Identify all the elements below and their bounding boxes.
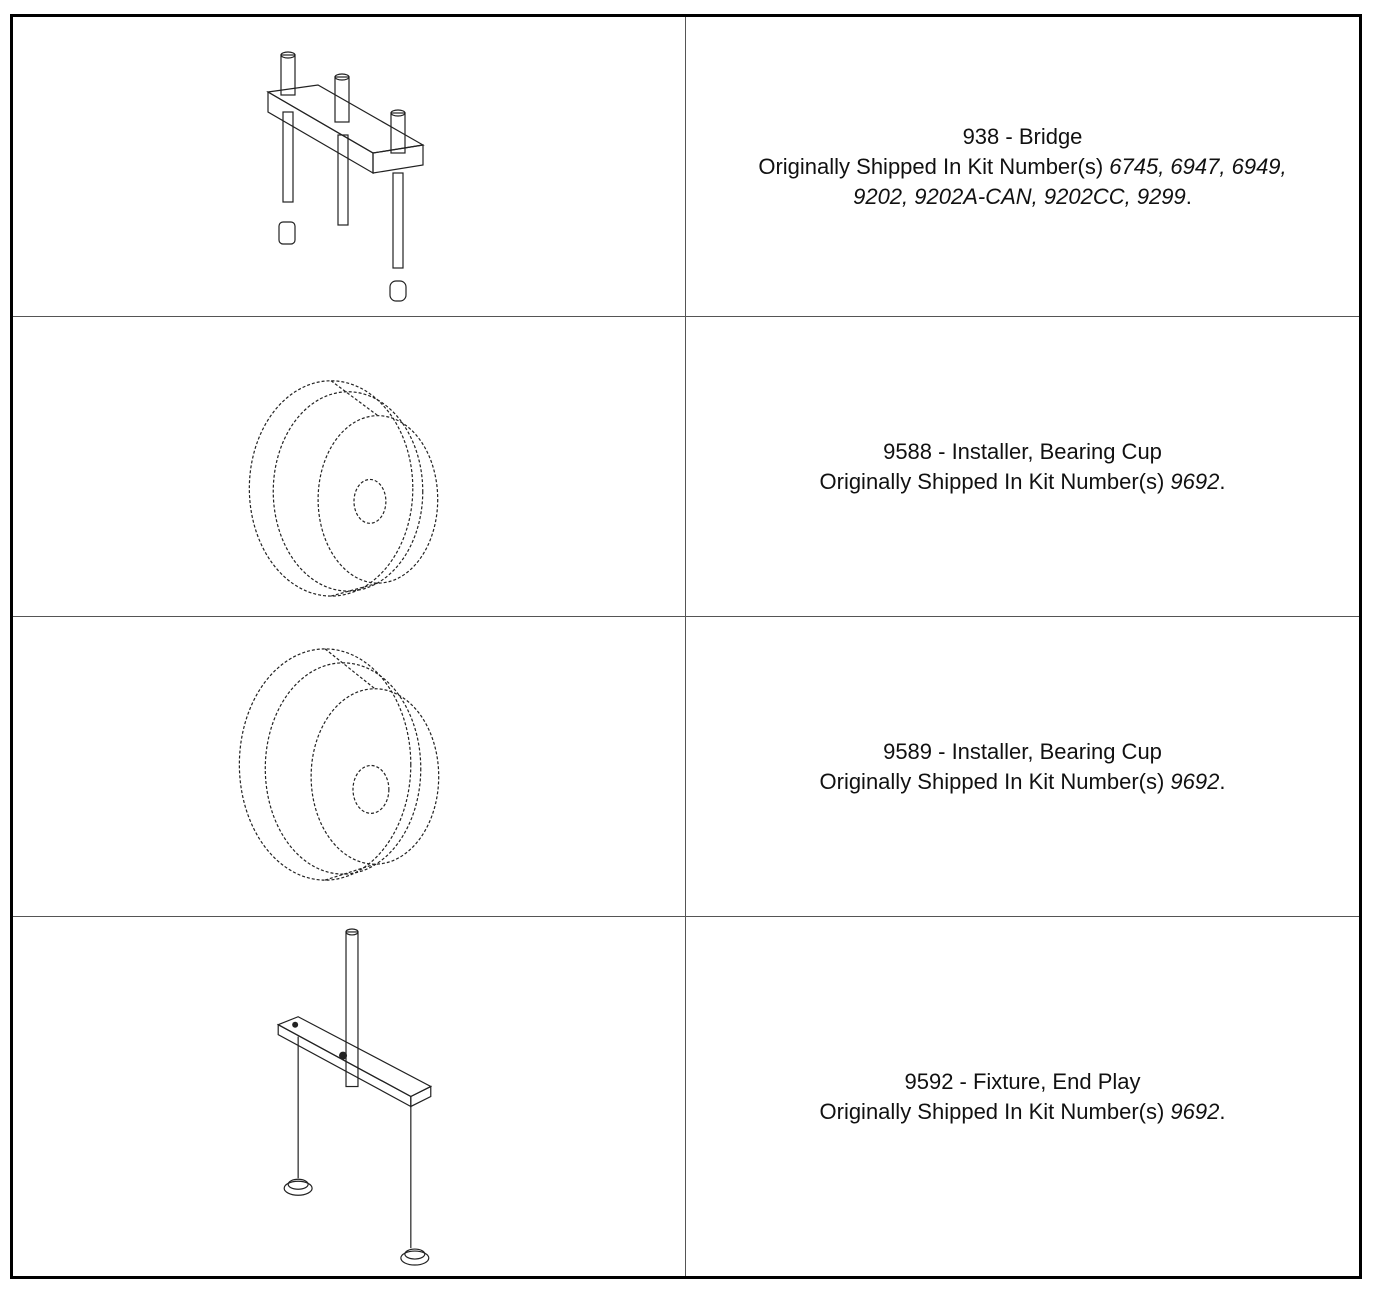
image-cell <box>13 317 686 616</box>
description-cell <box>686 617 1359 916</box>
period: . <box>1185 183 1192 209</box>
bearing-cup-installer-drawing-icon <box>13 617 686 916</box>
shipped-in-label: Originally Shipped In Kit Number(s) <box>819 1098 1171 1124</box>
part-title: 9592 - Fixture, End Play <box>904 1068 1141 1094</box>
image-cell <box>13 917 686 1276</box>
kit-numbers: 9692 <box>1170 768 1220 794</box>
shipped-in-line <box>820 767 1226 797</box>
kit-numbers-continued <box>853 182 1192 212</box>
shipped-in-label: Originally Shipped In Kit Number(s) <box>819 768 1171 794</box>
shipped-in-line <box>758 152 1286 182</box>
image-cell <box>13 17 686 316</box>
bridge-tool-drawing-icon <box>13 17 686 316</box>
shipped-in-label: Originally Shipped In Kit Number(s) <box>819 468 1171 494</box>
table-row <box>13 316 1359 616</box>
part-title: 9588 - Installer, Bearing Cup <box>883 438 1162 464</box>
kit-numbers: 9692 <box>1170 1098 1220 1124</box>
description-cell <box>686 17 1359 316</box>
parts-table <box>10 14 1362 1279</box>
kit-numbers: 9692 <box>1170 468 1220 494</box>
shipped-in-label: Originally Shipped In Kit Number(s) <box>758 153 1110 179</box>
period: . <box>1219 1098 1226 1124</box>
shipped-in-line <box>820 1097 1226 1127</box>
period: . <box>1219 768 1226 794</box>
kit-numbers: 9202, 9202A-CAN, 9202CC, 9299 <box>853 183 1186 209</box>
part-title: 9589 - Installer, Bearing Cup <box>883 738 1162 764</box>
table-row <box>13 616 1359 916</box>
table-row <box>13 916 1359 1276</box>
shipped-in-line <box>820 467 1226 497</box>
description-cell <box>686 317 1359 616</box>
description-cell <box>686 917 1359 1276</box>
end-play-fixture-drawing-icon <box>13 917 686 1276</box>
bearing-cup-installer-drawing-icon <box>13 317 686 616</box>
image-cell <box>13 617 686 916</box>
table-row <box>13 17 1359 316</box>
part-title: 938 - Bridge <box>962 123 1083 149</box>
period: . <box>1219 468 1226 494</box>
kit-numbers: 6745, 6947, 6949, <box>1109 153 1287 179</box>
